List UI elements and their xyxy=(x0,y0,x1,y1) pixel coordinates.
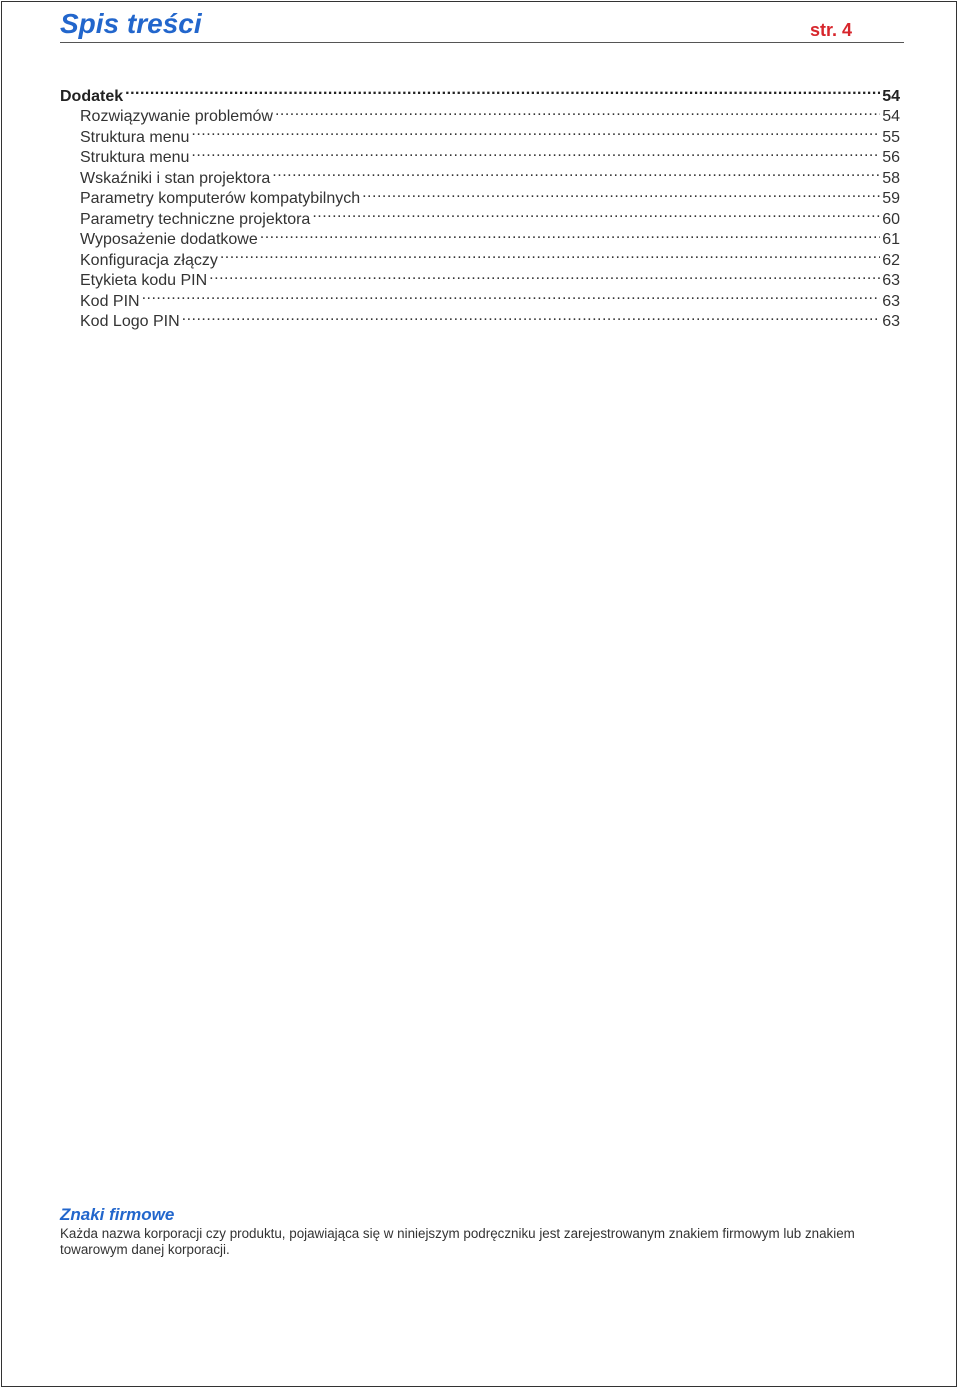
toc-leader-dots xyxy=(142,285,881,306)
toc-entry-label: Dodatek xyxy=(60,87,124,105)
toc-entry-label: Konfiguracja złączy xyxy=(80,251,218,269)
toc-leader-dots xyxy=(191,142,880,163)
toc-leader-dots xyxy=(182,306,881,327)
page-title: Spis treści xyxy=(60,8,202,39)
page-number-label xyxy=(810,20,852,41)
toc-entry[interactable] xyxy=(60,80,900,105)
toc-entry-label: Rozwiązywanie problemów xyxy=(80,108,273,125)
toc-entry-label: Parametry komputerów kompatybilnych xyxy=(80,190,361,207)
trademark-heading: Znaki firmowe xyxy=(60,1205,175,1224)
toc-entry-page: 59 xyxy=(882,190,900,207)
toc-entry-label: Wskaźniki i stan projektora xyxy=(80,169,271,187)
toc-leader-dots xyxy=(362,183,880,204)
toc-entry-page: 56 xyxy=(882,149,900,166)
toc-entry[interactable] xyxy=(60,306,900,330)
toc-entry-page: 55 xyxy=(882,128,900,146)
toc-entry-label: Parametry techniczne projektora xyxy=(80,210,311,228)
toc-entry-label: Wyposażenie dodatkowe xyxy=(80,231,258,248)
page-number: 4 xyxy=(841,20,852,40)
toc-leader-dots xyxy=(220,244,880,265)
toc-entry-page: 60 xyxy=(882,210,900,228)
toc-leader-dots xyxy=(125,80,880,101)
toc-entry-label: Kod PIN xyxy=(80,292,140,310)
toc-entry[interactable] xyxy=(60,285,900,310)
toc-leader-dots xyxy=(272,162,880,183)
toc-entry-label: Kod Logo PIN xyxy=(80,313,180,330)
toc-leader-dots xyxy=(209,265,880,286)
toc-entry-label: Etykieta kodu PIN xyxy=(80,272,208,289)
trademark-body: Każda nazwa korporacji czy produktu, pojawiająca się w niniejszym podręczniku jest zarejestrowanym znakiem firmowym lub znakiem towarowym danej korporacji. xyxy=(60,1226,855,1257)
toc-entry-page: 63 xyxy=(882,272,900,289)
toc-entry-page: 54 xyxy=(882,108,900,125)
toc-entry[interactable] xyxy=(60,101,900,125)
toc-entry-label: Struktura menu xyxy=(80,128,190,146)
toc-entry-page: 58 xyxy=(882,169,900,187)
trademark-notice xyxy=(60,1204,906,1258)
page-header xyxy=(60,6,904,43)
toc-entry-page: 62 xyxy=(882,251,900,269)
table-of-contents xyxy=(60,80,900,330)
toc-leader-dots xyxy=(312,203,880,224)
toc-entry-page: 63 xyxy=(882,292,900,310)
toc-entry-label: Struktura menu xyxy=(80,149,190,166)
toc-leader-dots xyxy=(275,101,880,122)
toc-entry-page: 61 xyxy=(882,231,900,248)
toc-entry-page: 54 xyxy=(882,87,900,105)
page-prefix: str. xyxy=(809,20,837,40)
toc-leader-dots xyxy=(191,121,880,142)
toc-entry-page: 63 xyxy=(882,313,900,330)
toc-leader-dots xyxy=(260,224,880,245)
